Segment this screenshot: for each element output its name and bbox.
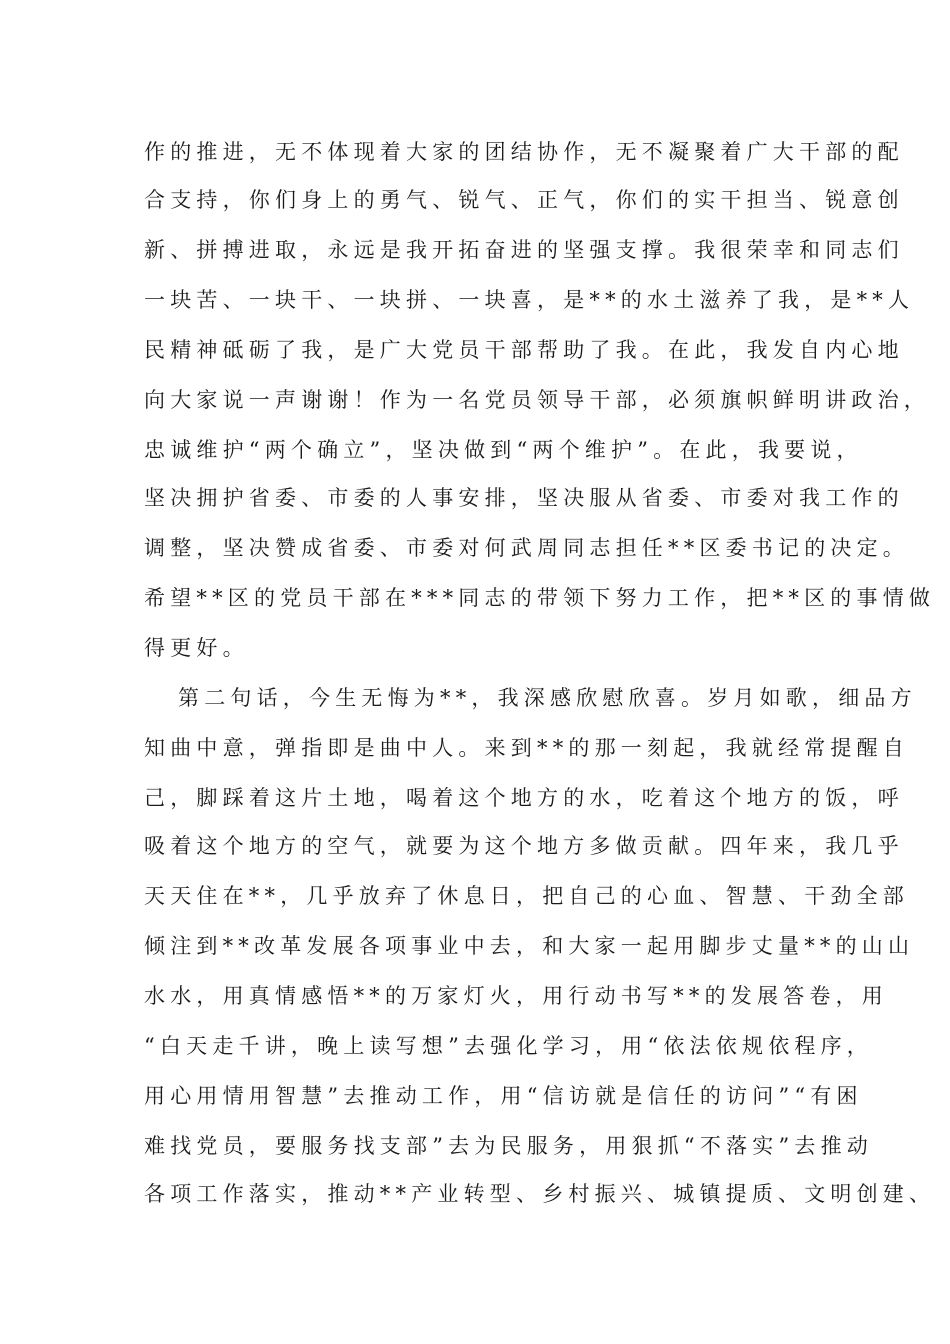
text-line: 合支持，你们身上的勇气、锐气、正气，你们的实干担当、锐意创 <box>144 188 904 212</box>
text-line: 调整，坚决赞成省委、市委对何武周同志担任**区委书记的决定。 <box>144 536 909 560</box>
text-line: 知曲中意，弹指即是曲中人。来到**的那一刻起，我就经常提醒自 <box>144 736 909 760</box>
text-line: 吸着这个地方的空气，就要为这个地方多做贡献。四年来，我几乎 <box>144 834 904 858</box>
text-line: 新、拼搏进取，永远是我开拓奋进的坚强支撑。我很荣幸和同志们 <box>144 238 904 262</box>
text-line: 希望**区的党员干部在***同志的带领下努力工作，把**区的事情做 <box>144 586 936 610</box>
text-line: 得更好。 <box>144 636 249 660</box>
paragraph-first-line: 第二句话，今生无悔为**，我深感欣慰欣喜。岁月如歌，细品方 <box>178 686 917 710</box>
text-line: 各项工作落实，推动**产业转型、乡村振兴、城镇提质、文明创建、 <box>144 1182 936 1206</box>
text-line: 天天住在**，几乎放弃了休息日，把自己的心血、智慧、干劲全部 <box>144 884 909 908</box>
text-line: 坚决拥护省委、市委的人事安排，坚决服从省委、市委对我工作的 <box>144 486 904 510</box>
text-line: 一块苦、一块干、一块拼、一块喜，是**的水土滋养了我，是**人 <box>144 288 915 312</box>
text-line: 作的推进，无不体现着大家的团结协作，无不凝聚着广大干部的配 <box>144 140 904 164</box>
text-line: 向大家说一声谢谢！作为一名党员领导干部，必须旗帜鲜明讲政治， <box>144 388 930 412</box>
text-line: 民精神砥砺了我，是广大党员干部帮助了我。在此，我发自内心地 <box>144 338 904 362</box>
text-line: 己，脚踩着这片土地，喝着这个地方的水，吃着这个地方的饭，呼 <box>144 786 904 810</box>
text-line: 倾注到**改革发展各项事业中去，和大家一起用脚步丈量**的山山 <box>144 934 915 958</box>
text-line: 忠诚维护“两个确立”，坚决做到“两个维护”。在此，我要说， <box>144 438 863 462</box>
text-line: 水水，用真情感悟**的万家灯火，用行动书写**的发展答卷，用 <box>144 984 888 1008</box>
text-line: 难找党员，要服务找支部”去为民服务，用狠抓“不落实”去推动 <box>144 1134 874 1158</box>
text-line: “白天走千讲，晚上读写想”去强化学习，用“依法依规依程序， <box>144 1034 874 1058</box>
text-line: 用心用情用智慧”去推动工作，用“信访就是信任的访问”“有困 <box>144 1084 863 1108</box>
